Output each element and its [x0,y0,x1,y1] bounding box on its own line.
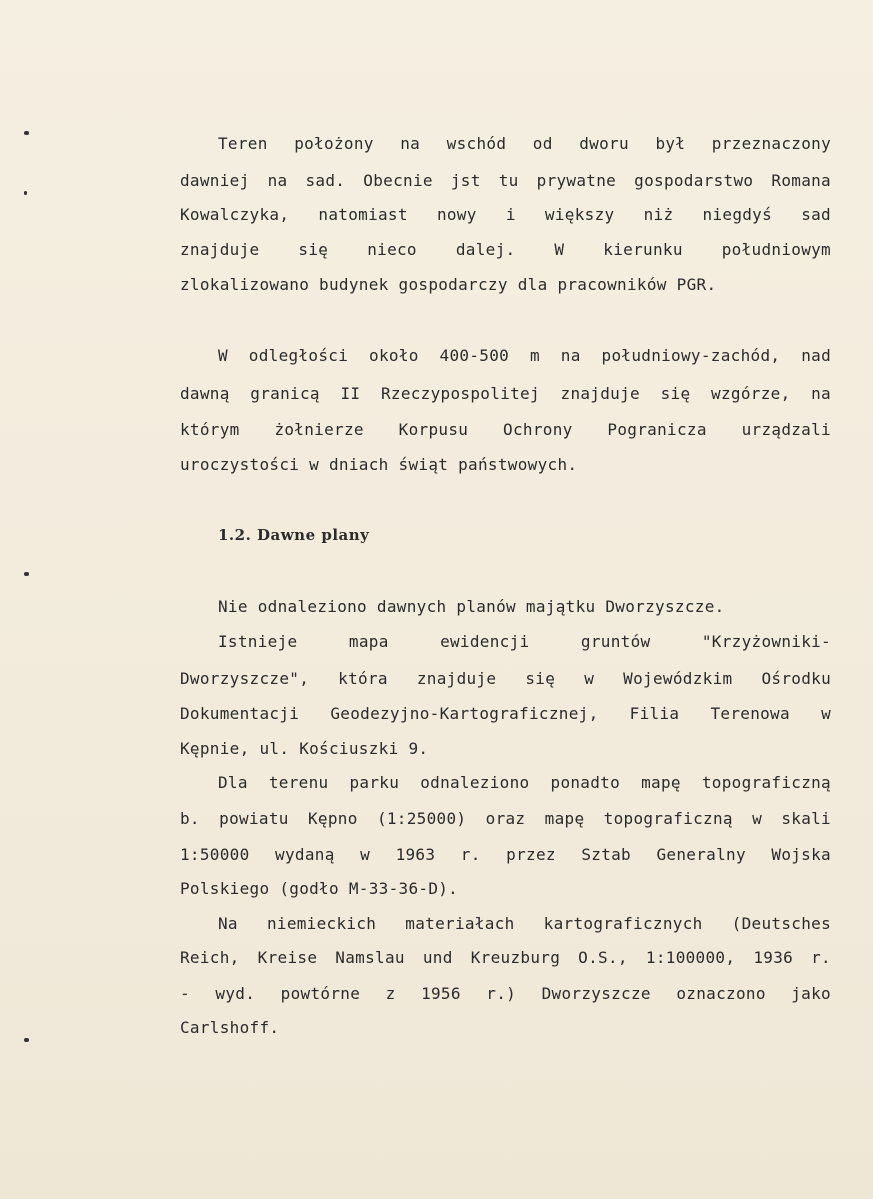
margin-mark [24,131,29,135]
text-line: zlokalizowano budynek gospodarczy dla pracowników PGR. [180,275,717,294]
text-line: znajduje się nieco dalej. W kierunku południowym [180,240,831,259]
text-line: Reich, Kreise Namslau und Kreuzburg O.S., 1:100000, 1936 r. [180,948,831,967]
margin-mark [24,572,29,576]
margin-mark [24,1038,29,1042]
text-line: Kowalczyka, natomiast nowy i większy niż niegdyś sad [180,205,831,224]
text-line: którym żołnierze Korpusu Ochrony Pogranicza urządzali [180,420,831,439]
text-line: W odległości około 400-500 m na południowy-zachód, nad [218,346,831,365]
text-line: Teren położony na wschód od dworu był przeznaczony [218,134,831,153]
text-line: b. powiatu Kępno (1:25000) oraz mapę topograficzną w skali [180,809,831,828]
text-line: Dla terenu parku odnaleziono ponadto mapę topograficzną [218,773,831,792]
text-line: - wyd. powtórne z 1956 r.) Dworzyszcze oznaczono jako [180,984,831,1003]
text-line: 1:50000 wydaną w 1963 r. przez Sztab Generalny Wojska [180,845,831,864]
text-line: dawną granicą II Rzeczypospolitej znajduje się wzgórze, na [180,384,831,403]
margin-mark [24,191,27,195]
text-line: Dworzyszcze", która znajduje się w Wojewódzkim Ośrodku [180,669,831,688]
text-line: Dokumentacji Geodezyjno-Kartograficznej, Filia Terenowa w [180,704,831,723]
section-heading: 1.2. Dawne plany [218,526,370,544]
text-line: Carlshoff. [180,1018,280,1037]
text-line: Nie odnaleziono dawnych planów majątku Dworzyszcze. [218,597,725,616]
text-line: Kępnie, ul. Kościuszki 9. [180,739,429,758]
text-line: Polskiego (godło M-33-36-D). [180,879,459,898]
text-line: uroczystości w dniach świąt państwowych. [180,455,578,474]
text-line: Istnieje mapa ewidencji gruntów "Krzyżowniki- [218,632,831,651]
text-line: dawniej na sad. Obecnie jst tu prywatne gospodarstwo Romana [180,171,831,190]
text-line: Na niemieckich materiałach kartograficznych (Deutsches [218,914,831,933]
